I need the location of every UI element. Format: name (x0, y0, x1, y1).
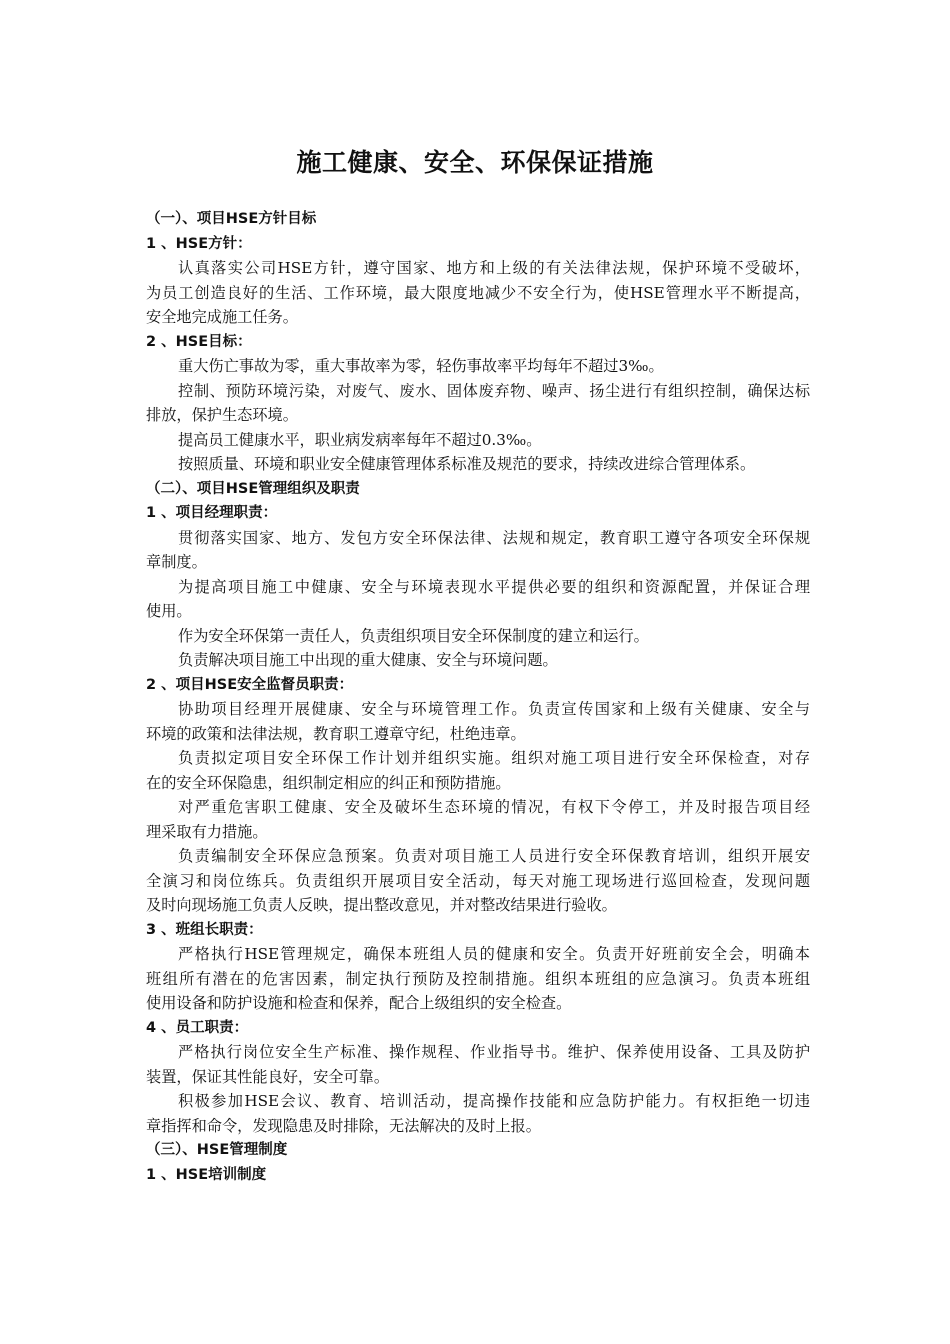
paragraph-line: 负责拟定项目安全环保工作计划并组织实施。组织对施工项目进行安全环保检查，对存 (178, 749, 810, 767)
paragraph-line: 排放，保护生态环境。 (146, 406, 298, 424)
paragraph-line: 对严重危害职工健康、安全及破坏生态环境的情况，有权下令停工，并及时报告项目经 (178, 798, 810, 816)
paragraph-line: 全演习和岗位练兵。负责组织开展项目安全活动，每天对施工现场进行巡回检查，发现问题 (146, 871, 810, 890)
section-heading: （一）、项目HSE方针目标 (146, 211, 317, 227)
paragraph-line: 协助项目经理开展健康、安全与环境管理工作。负责宣传国家和上级有关健康、安全与 (178, 700, 810, 718)
document-title: 施工健康、安全、环保保证措施 (296, 148, 654, 177)
section-heading: 3 、班组长职责： (146, 921, 263, 938)
paragraph-line: 环境的政策和法律法规，教育职工遵章守纪，杜绝违章。 (146, 724, 526, 743)
paragraph-line: 装置，保证其性能良好，安全可靠。 (146, 1067, 389, 1086)
paragraph-line: 章制度。 (146, 553, 207, 571)
paragraph-line: 按照质量、环境和职业安全健康管理体系标准及规范的要求，持续改进综合管理体系。 (178, 455, 756, 473)
paragraph-line: 控制、预防环境污染，对废气、废水、固体废弃物、噪声、扬尘进行有组织控制，确保达标 (178, 381, 810, 400)
paragraph-line: 在的安全环保隐患，组织制定相应的纠正和预防措施。 (146, 773, 511, 792)
section-heading: 4 、员工职责： (146, 1019, 249, 1036)
paragraph-line: 严格执行HSE管理规定，确保本班组人员的健康和安全。负责开好班前安全会，明确本 (178, 945, 810, 963)
paragraph-line: 理采取有力措施。 (146, 822, 268, 841)
section-heading: 1 、HSE培训制度 (146, 1166, 267, 1183)
paragraph-line: 重大伤亡事故为零，重大事故率为零，轻伤事故率平均每年不超过3‰。 (178, 357, 664, 375)
section-heading: （二）、项目HSE管理组织及职责 (146, 480, 360, 497)
paragraph-line: 负责解决项目施工中出现的重大健康、安全与环境问题。 (178, 651, 558, 669)
paragraph-line: 使用设备和防护设施和检查和保养，配合上级组织的安全检查。 (146, 994, 572, 1012)
paragraph-line: 及时向现场施工负责人反映，提出整改意见，并对整改结果进行验收。 (146, 896, 617, 914)
paragraph-line: 作为安全环保第一责任人，负责组织项目安全环保制度的建立和运行。 (178, 626, 649, 645)
paragraph-line: 提高员工健康水平，职业病发病率每年不超过0.3‰。 (178, 430, 542, 449)
paragraph-line: 认真落实公司HSE方针，遵守国家、地方和上级的有关法律法规，保护环境不受破坏， (178, 259, 810, 277)
paragraph-line: 为提高项目施工中健康、安全与环境表现水平提供必要的组织和资源配置，并保证合理 (178, 577, 810, 596)
paragraph-line: 班组所有潜在的危害因素，制定执行预防及控制措施。组织本班组的应急演习。负责本班组 (146, 969, 810, 988)
document-body (146, 207, 810, 1187)
paragraph-line: 负责编制安全环保应急预案。负责对项目施工人员进行安全环保教育培训，组织开展安 (178, 847, 810, 865)
paragraph-line: 严格执行岗位安全生产标准、操作规程、作业指导书。维护、保养使用设备、工具及防护 (178, 1043, 810, 1061)
paragraph-line: 使用。 (146, 602, 192, 620)
section-heading: 2 、HSE目标： (146, 333, 252, 350)
paragraph-line: 安全地完成施工任务。 (146, 308, 298, 326)
section-heading: 1 、HSE方针： (146, 235, 252, 252)
section-heading: 2 、项目HSE安全监督员职责： (146, 676, 354, 693)
paragraph-line: 积极参加HSE会议、教育、培训活动，提高操作技能和应急防护能力。有权拒绝一切违 (178, 1092, 810, 1110)
paragraph-line: 章指挥和命令，发现隐患及时排除，无法解决的及时上报。 (146, 1116, 541, 1135)
paragraph-line: 为员工创造良好的生活、工作环境，最大限度地减少不安全行为，使HSE管理水平不断提高， (146, 283, 810, 302)
paragraph-line: 贯彻落实国家、地方、发包方安全环保法律、法规和规定，教育职工遵守各项安全环保规 (178, 528, 810, 547)
section-heading: （三）、HSE管理制度 (146, 1142, 288, 1158)
section-heading: 1 、项目经理职责： (146, 505, 278, 521)
